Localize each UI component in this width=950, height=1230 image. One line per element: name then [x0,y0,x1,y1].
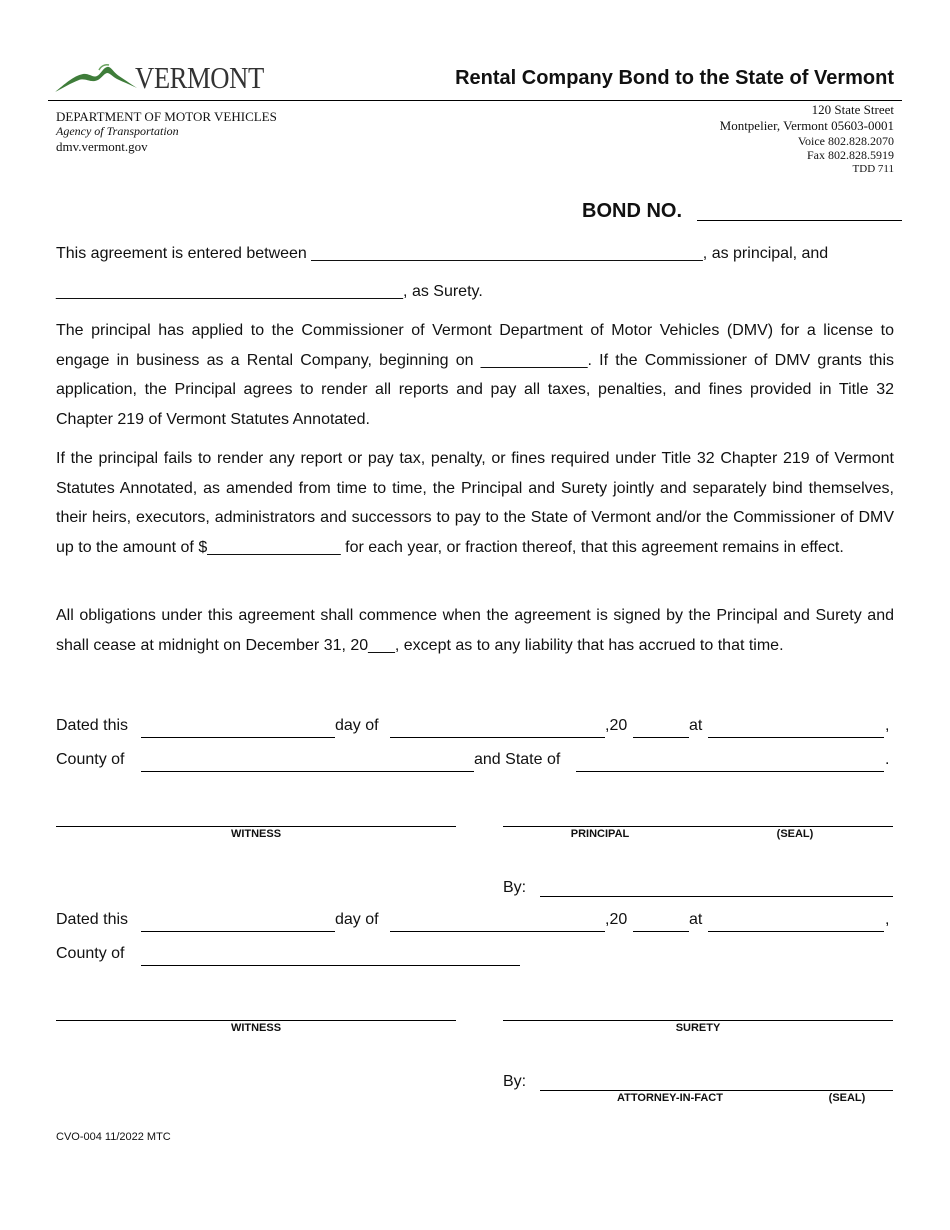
principal-signature-line[interactable] [503,826,893,827]
mountain-logo-icon [55,62,137,94]
address-tdd: TDD 711 [852,163,894,175]
agreement-line-2 [56,282,483,302]
address-voice: Voice 802.828.2070 [797,134,894,148]
at-label-2: at [689,911,703,928]
dated-this-label-1: Dated this [56,717,129,734]
form-title: Rental Company Bond to the State of Vermont [455,67,894,89]
paragraph-term: All obligations under this agreement shall commence when the agreement is signed by the Principal and Surety and shall cease at midnight on December 31, 20___, except as to any liability that has accrued to that time. [56,607,894,654]
dated-month-field-2[interactable] [390,931,605,932]
website-link[interactable]: dmv.vermont.gov [56,139,148,154]
year-prefix-label-1: ,20 [605,717,628,734]
department-name: DEPARTMENT OF MOTOR VEHICLES [56,109,277,124]
principal-seal-label: (SEAL) [776,828,814,840]
dated-place-field-1[interactable] [708,737,884,738]
bond-number-label: BOND NO. [582,200,682,222]
witness-signature-line-1[interactable] [56,826,456,827]
comma-1: , [885,717,890,734]
principal-by-field[interactable] [540,896,893,897]
state-field-1[interactable] [576,771,884,772]
witness-label-1: WITNESS [230,828,282,840]
dated-year-field-2[interactable] [633,931,689,932]
year-prefix-label-2: ,20 [605,911,628,928]
county-field-1[interactable] [141,771,474,772]
agreement-line-1 [56,244,828,264]
dated-day-field-2[interactable] [141,931,335,932]
bond-number-field[interactable] [697,220,902,221]
surety-label: SURETY [675,1022,721,1034]
dated-month-field-1[interactable] [390,737,605,738]
principal-name-blank[interactable]: ____________________________________________ [311,245,703,262]
address-street: 120 State Street [811,102,894,117]
form-code: CVO-004 11/2022 MTC [56,1131,171,1143]
day-of-label-2: day of [335,911,379,928]
address-block [720,102,894,176]
county-field-2[interactable] [141,965,520,966]
witness-signature-line-2[interactable] [56,1020,456,1021]
agency-name: Agency of Transportation [56,124,179,138]
agreement-principal-suffix: , as principal, and [702,245,829,262]
paragraph-application: The principal has applied to the Commissioner of Vermont Department of Motor Vehicles (DMV) for a license to engage in business as a Rental Company, beginning on ____________. If the Commissioner of DMV grants this application, the Principal agrees to render all reports and pay all taxes, penalties, and fines provided in Title 32 Chapter 219 of Vermont Statutes Annotated. [56,322,894,428]
agreement-surety-suffix: , as Surety. [403,283,483,300]
period-1: . [885,751,890,768]
witness-label-2: WITNESS [230,1022,282,1034]
at-label-1: at [689,717,703,734]
vermont-logo [55,60,275,96]
dated-place-field-2[interactable] [708,931,884,932]
paragraph-obligation: If the principal fails to render any report or pay tax, penalty, or fines required under Title 32 Chapter 219 of Vermont Statutes Annotated, as amended from time to time, the Principal and Surety jointly and separately bind themselves, their heirs, executors, administrators and successors to pay to the State of Vermont and/or the Commissioner of DMV up to the amount of $_______________ for each year, or fraction thereof, that this agreement remains in effect. [56,450,894,556]
comma-2: , [885,911,890,928]
dated-day-field-1[interactable] [141,737,335,738]
dated-this-label-2: Dated this [56,911,129,928]
principal-label: PRINCIPAL [570,828,630,840]
attorney-by-field[interactable] [540,1090,893,1091]
state-label-1: and State of [474,751,561,768]
by-label-1: By: [503,879,527,896]
agreement-prefix: This agreement is entered between [56,245,307,262]
surety-name-blank[interactable]: _______________________________________ [56,283,404,300]
address-fax: Fax 802.828.5919 [807,148,894,162]
day-of-label-1: day of [335,717,379,734]
county-label-2: County of [56,945,125,962]
logo-wordmark: VERMONT [135,60,264,95]
header-divider [48,100,902,101]
attorney-seal-label: (SEAL) [828,1092,866,1104]
by-label-2: By: [503,1073,527,1090]
dated-year-field-1[interactable] [633,737,689,738]
attorney-in-fact-label: ATTORNEY-IN-FACT [617,1092,723,1104]
surety-signature-line[interactable] [503,1020,893,1021]
address-city: Montpelier, Vermont 05603-0001 [719,118,894,133]
county-label-1: County of [56,751,125,768]
